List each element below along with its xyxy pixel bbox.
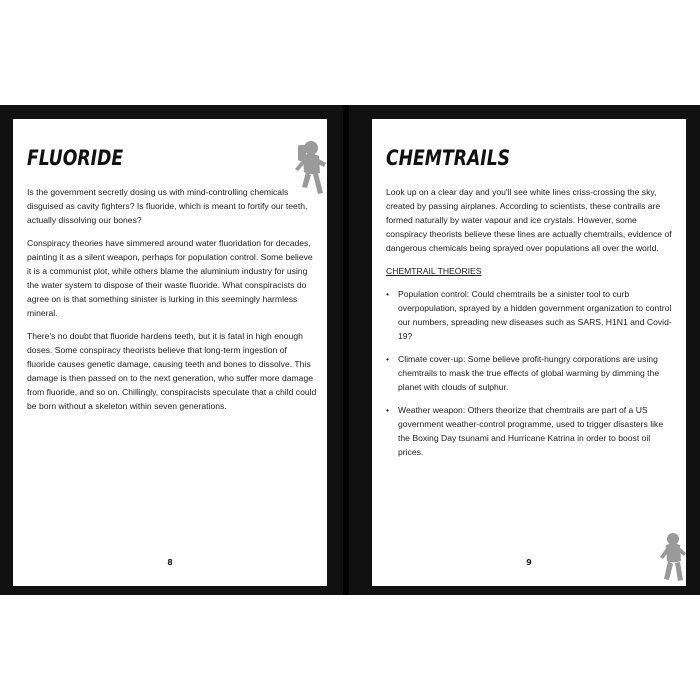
- list-item-text: Weather weapon: Others theorize that chemtrails are part of a US government weather-control programme, used to trigger disasters like the Boxing Day tsunami and Hurricane Katrina in order to boost oil prices.: [398, 405, 664, 457]
- book-gutter: [343, 105, 349, 595]
- left-page: [13, 119, 327, 586]
- paragraph: Conspiracy theories have simmered around water fluoridation for decades, painting it as a silent weapon, perhaps for population control. Some believe it is a communist plot, while others blame the aluminium industry for using the water system to dispose of their waste fluoride. What conspiracists do agree on is that something sinister is lurking in this seemingly harmless mineral.: [27, 238, 313, 318]
- book-spread: [0, 105, 700, 595]
- astronaut-silhouette-icon: [660, 531, 686, 583]
- page-number: 9: [526, 558, 532, 567]
- bullet-icon: •: [386, 354, 390, 364]
- bullet-icon: •: [386, 405, 390, 415]
- list-item-text: Climate cover-up: Some believe profit-hungry corporations are using chemtrails to mask the true effects of global warming by dimming the planet with clouds of sulphur.: [398, 354, 660, 392]
- list-item-text: Population control: Could chemtrails be a sinister tool to curb overpopulation, sprayed by a hidden government organization to control our numbers, spreading new diseases such as SARS, H1N1 and Covid-19?: [398, 289, 672, 341]
- list-item: [386, 352, 676, 394]
- right-page: [372, 119, 686, 586]
- paragraph: Is the government secretly dosing us with mind-controlling chemicals disguised as cavity fighters? Is fluoride, which is meant to fortify our teeth, actually dissolving our bones?: [27, 187, 308, 225]
- subheading: CHEMTRAIL THEORIES: [386, 266, 482, 276]
- page-number: 8: [167, 558, 173, 567]
- list-item: [386, 403, 676, 459]
- paragraph: There's no doubt that fluoride hardens teeth, but it is fatal in high enough doses. Some conspiracy theorists believe that long-term ingestion of fluoride causes genetic damage, causing teeth and bones to dissolve. This damage is then passed on to the next generation, who suffer more damage from fluoride, and so on. Chillingly, conspiracists speculate that a child could be born without a skeleton within seven generations.: [27, 331, 317, 411]
- bullet-icon: •: [386, 289, 390, 299]
- right-page-body: [386, 185, 676, 468]
- theories-list: [386, 287, 676, 459]
- left-page-body: [27, 185, 317, 422]
- intro-paragraph: Look up on a clear day and you'll see white lines criss-crossing the sky, created by passing airplanes. According to scientists, these contrails are formed naturally by water vapour and ice crystals. However, some conspiracy theorists believe these lines are actually chemtrails, evidence of dangerous chemicals being sprayed over populations all over the world.: [386, 187, 672, 253]
- list-item: [386, 287, 676, 343]
- right-page-title: CHEMTRAILS: [386, 146, 511, 170]
- left-page-title: FLUORIDE: [27, 146, 124, 170]
